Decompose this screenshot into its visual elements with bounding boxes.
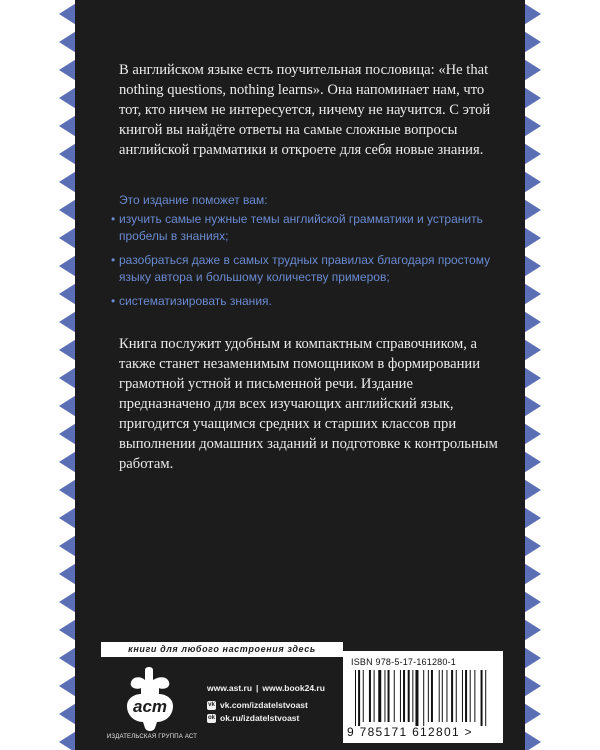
- barcode-bar: [388, 670, 390, 722]
- benefits-section: [111, 192, 499, 317]
- ast-logo-icon: [115, 664, 185, 734]
- vk-icon: vk: [208, 701, 215, 708]
- tagline-banner: книги для любого настроения здесь: [101, 642, 343, 657]
- barcode-bar: [363, 670, 364, 722]
- barcode-bar: [470, 670, 471, 722]
- barcode-bar: [403, 670, 405, 722]
- barcode-graphic: [353, 670, 493, 726]
- barcode-bar: [408, 670, 410, 722]
- logo-text: аст: [132, 697, 168, 716]
- isbn-label: ISBN 978-5-17-161280-1: [351, 657, 456, 667]
- barcode-bar: [423, 670, 424, 726]
- ok-line: [207, 713, 325, 723]
- barcode-bar: [451, 670, 453, 722]
- barcode-bar: [446, 670, 447, 722]
- barcode-bar: [431, 670, 433, 722]
- barcode-bar: [485, 670, 486, 726]
- benefit-text: изучить самые нужные темы английской грамматики и устранить пробелы в знаниях;: [119, 212, 483, 243]
- cover-footer: [75, 628, 525, 750]
- barcode-bar: [465, 670, 467, 722]
- benefit-text: систематизировать знания.: [119, 294, 272, 308]
- barcode-bar: [378, 670, 381, 722]
- ok-icon: ok: [207, 714, 215, 721]
- bullet-icon: •: [111, 212, 116, 226]
- ok-link[interactable]: ok.ru/izdatelstvoast: [220, 713, 300, 723]
- bullet-icon: •: [111, 294, 116, 308]
- website-link-book24[interactable]: www.book24.ru: [262, 683, 325, 693]
- barcode-bar: [358, 670, 360, 726]
- barcode-bar: [462, 670, 463, 722]
- benefit-item: [111, 293, 499, 310]
- website-line: [207, 683, 325, 693]
- benefit-text: разобраться даже в самых трудных правилах благодаря простому языку автора и большому количеству примеров;: [119, 253, 491, 284]
- bullet-icon: •: [111, 253, 116, 267]
- link-separator: |: [256, 683, 259, 693]
- benefits-list: [111, 211, 499, 310]
- contact-links: [207, 683, 325, 723]
- barcode-bar: [474, 670, 475, 722]
- barcode-bar: [442, 670, 443, 722]
- barcode-bar: [412, 670, 413, 722]
- intro-paragraph: В английском языке есть поучительная пословица: «He that nothing questions, nothing learns». Она напоминает нам, что тот, кто ничем не интересуется, ничему не научится. С этой книгой вы найдёте ответы на самые сложные вопросы английской грамматики и откроете для себя новые знания.: [119, 62, 491, 158]
- isbn-barcode-block: [343, 651, 503, 743]
- barcode-bar: [374, 670, 375, 722]
- barcode-bar: [481, 670, 483, 726]
- benefit-item: [111, 211, 499, 245]
- barcode-bar: [428, 670, 429, 722]
- closing-paragraph: Книга послужит удобным и компактным справочником, а также станет незаменимым помощником в формировании грамотной устной и письменной речи. Издание предназначено для всех изучающих английский язык, пригодится учащимся средних и старших классов при выполнении домашних заданий и подготовке к контрольным работам.: [119, 336, 498, 472]
- barcode-bar: [394, 670, 395, 722]
- barcode-bar: [415, 670, 418, 726]
- barcode-digits: 9 785171 612801 >: [347, 725, 473, 739]
- barcode-bar: [439, 670, 440, 722]
- vk-line: [207, 700, 325, 710]
- barcode-bar: [400, 670, 401, 722]
- barcode-bar: [384, 670, 385, 722]
- publisher-caption: ИЗДАТЕЛЬСКАЯ ГРУППА АСТ: [106, 734, 198, 740]
- benefit-item: [111, 252, 499, 286]
- barcode-bar: [369, 670, 371, 722]
- benefits-intro: Это издание поможет вам:: [119, 193, 268, 207]
- website-link-ast[interactable]: www.ast.ru: [207, 683, 253, 693]
- barcode-bar: [456, 670, 457, 722]
- vk-link[interactable]: vk.com/izdatelstvoast: [220, 700, 308, 710]
- barcode-bar: [355, 670, 356, 726]
